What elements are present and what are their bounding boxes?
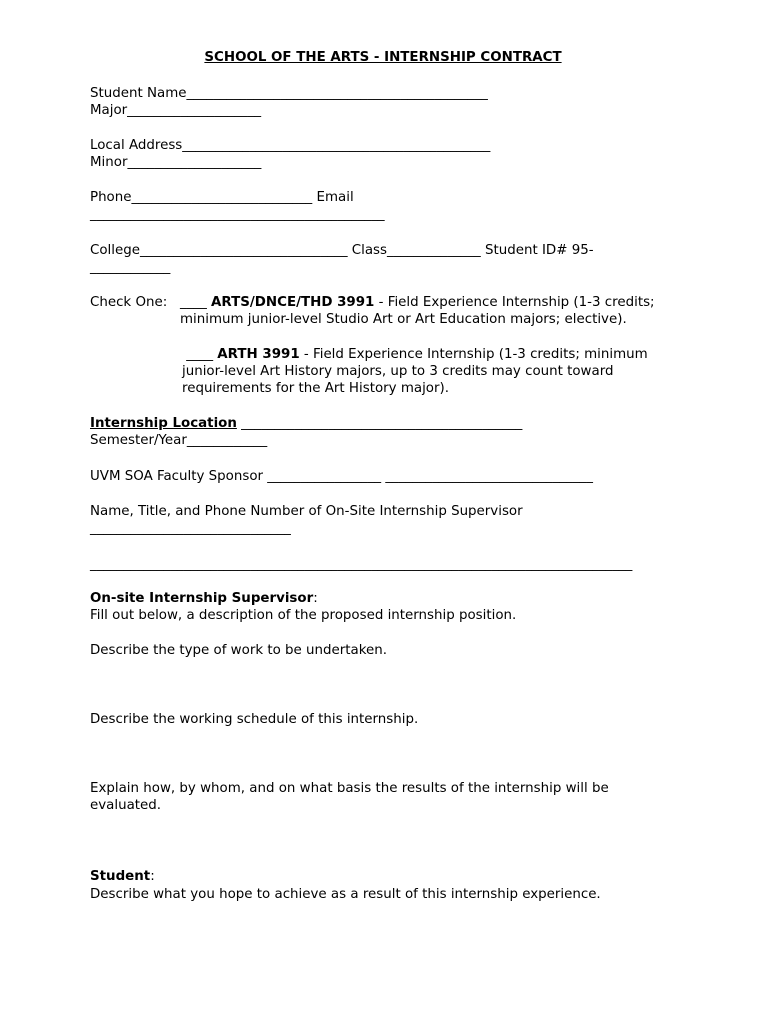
full-width-line: _________________________________________________________________________________ xyxy=(90,557,633,572)
check-one-label: Check One: xyxy=(90,295,168,310)
option-arth-line1 xyxy=(182,346,648,363)
student-id-line: ____________ xyxy=(90,260,171,275)
supervisor-info-label: Name, Title, and Phone Number of On-Site Internship Supervisor xyxy=(90,504,523,519)
phone-email-field: Phone___________________________ Email xyxy=(90,190,354,205)
internship-location-label: Internship Location xyxy=(90,416,237,431)
question-work: Describe the type of work to be undertaken. xyxy=(90,643,387,658)
email-line: ____________________________________________ xyxy=(90,207,385,222)
onsite-instructions: Fill out below, a description of the proposed internship position. xyxy=(90,608,517,623)
onsite-heading: On-site Internship Supervisor xyxy=(90,591,314,606)
student-colon: : xyxy=(150,869,155,884)
option-arts-line2: minimum junior-level Studio Art or Art Education majors; elective). xyxy=(180,312,627,327)
student-heading-row xyxy=(90,868,155,885)
option-arth-line3: requirements for the Art History major). xyxy=(182,381,449,396)
option-arth-blank: ____ xyxy=(182,347,218,362)
minor-field: Minor____________________ xyxy=(90,155,262,170)
student-heading: Student xyxy=(90,869,151,884)
option-arth-line2: junior-level Art History majors, up to 3 credits may count toward xyxy=(182,364,614,379)
college-class-field: College_______________________________ Class______________ Student ID# 95- xyxy=(90,243,594,258)
option-arts-desc: - Field Experience Internship (1-3 credits; xyxy=(374,295,655,310)
option-arts-blank: ____ xyxy=(180,295,212,310)
local-address-field: Local Address______________________________________________ xyxy=(90,138,491,153)
major-field: Major____________________ xyxy=(90,103,262,118)
supervisor-info-line: ______________________________ xyxy=(90,521,291,536)
onsite-colon: : xyxy=(313,591,318,606)
option-arth-desc: - Field Experience Internship (1-3 credits; minimum xyxy=(299,347,648,362)
question-evaluation-line1: Explain how, by whom, and on what basis the results of the internship will be xyxy=(90,781,609,796)
option-arts-line1 xyxy=(180,294,655,311)
faculty-sponsor-field: UVM SOA Faculty Sponsor _________________ _______________________________ xyxy=(90,469,593,484)
option-arts-code: ARTS/DNCE/THD 3991 xyxy=(211,295,375,310)
internship-location-line: __________________________________________ xyxy=(236,416,523,431)
question-achieve: Describe what you hope to achieve as a result of this internship experience. xyxy=(90,887,601,902)
question-evaluation-line2: evaluated. xyxy=(90,798,162,813)
onsite-heading-row xyxy=(90,590,318,607)
student-name-field: Student Name_____________________________________________ xyxy=(90,86,488,101)
question-schedule: Describe the working schedule of this internship. xyxy=(90,712,419,727)
option-arth-code: ARTH 3991 xyxy=(217,347,300,362)
page-title: SCHOOL OF THE ARTS - INTERNSHIP CONTRACT xyxy=(204,50,562,65)
internship-location-field xyxy=(90,415,522,432)
semester-year-field: Semester/Year____________ xyxy=(90,433,268,448)
